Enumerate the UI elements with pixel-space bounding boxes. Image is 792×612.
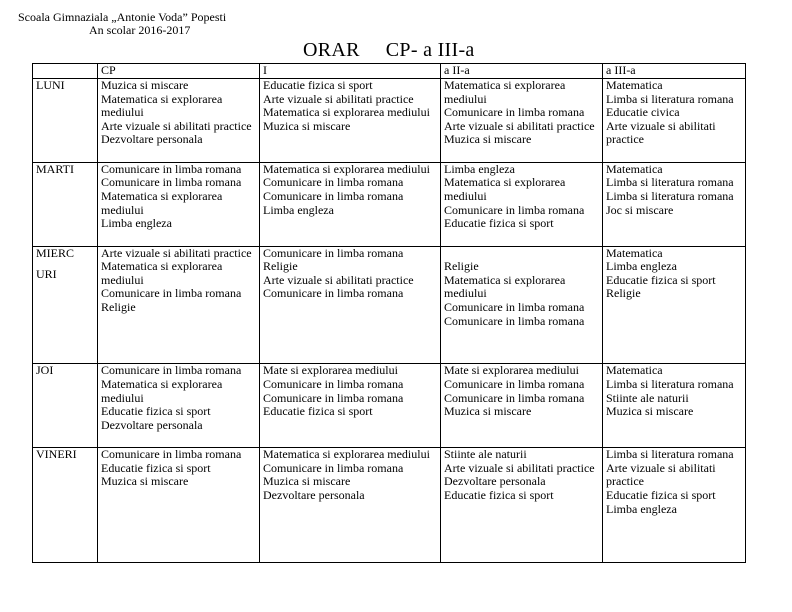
subject-entry: mediului [444, 189, 487, 204]
title-sub: CP- a III-a [385, 39, 475, 61]
subject-entry: Religie [101, 299, 136, 314]
cell-marti-i [260, 162, 441, 246]
day-miercuri [33, 246, 98, 364]
subject-entry: Matematica si explorarea [444, 175, 566, 190]
day-miercuri-line2: URI [36, 267, 57, 282]
subject-entry: Comunicare in limba romana [444, 377, 585, 392]
subject-entry: Comunicare in limba romana [101, 286, 242, 301]
day-luni: LUNI [33, 79, 98, 163]
table-row [33, 79, 746, 163]
subject-entry: Matematica si explorarea [444, 78, 566, 93]
cell-luni-i [260, 79, 441, 163]
subject-entry: Educatie fizica si sport [101, 460, 211, 475]
subject-entry: Comunicare in limba romana [444, 313, 585, 328]
subject-entry: Comunicare in limba romana [444, 202, 585, 217]
day-marti: MARTI [33, 162, 98, 246]
cell-vineri-i [260, 448, 441, 563]
corner-cell [33, 64, 98, 79]
subject-entry: Comunicare in limba romana [101, 175, 242, 190]
subject-entry: Limba si literatura romana [606, 447, 734, 462]
subject-entry: mediului [444, 91, 487, 106]
subject-entry: Comunicare in limba romana [101, 363, 242, 378]
subject-entry: Stiinte ale naturii [444, 447, 527, 462]
subject-entry: Religie [263, 259, 298, 274]
subject-entry: Limba engleza [444, 161, 515, 176]
cell-miercuri-iii [603, 246, 746, 364]
school-name: Scoala Gimnaziala „Antonie Voda” Popesti [18, 10, 227, 24]
cell-luni-ii [441, 79, 603, 163]
subject-entry: Comunicare in limba romana [101, 161, 242, 176]
day-vineri: VINERI [33, 448, 98, 563]
subject-entry: Arte vizuale si abilitati practice [101, 118, 252, 133]
subject-entry: Limba engleza [606, 259, 677, 274]
cell-vineri-iii [603, 448, 746, 563]
subject-entry: Matematica si explorarea mediului [263, 105, 430, 120]
subject-entry: practice [606, 474, 644, 489]
subject-entry: Comunicare in limba romana [263, 245, 404, 260]
subject-entry: Matematica [606, 78, 663, 93]
subject-entry: Matematica si explorarea [444, 272, 566, 287]
subject-entry: Muzica si miscare [444, 404, 532, 419]
subject-entry: Matematica si explorarea [101, 259, 223, 274]
subject-entry: Comunicare in limba romana [263, 175, 404, 190]
subject-entry: Comunicare in limba romana [263, 390, 404, 405]
subject-entry: Limba engleza [606, 501, 677, 516]
subject-entry: Educatie fizica si sport [444, 216, 554, 231]
table-row [33, 162, 746, 246]
cell-luni-cp [98, 79, 260, 163]
subject-entry: Arte vizuale si abilitati [606, 460, 716, 475]
subject-entry: Matematica si explorarea mediului [263, 447, 430, 462]
subject-entry: Muzica si miscare [101, 78, 189, 93]
subject-entry: Muzica si miscare [101, 474, 189, 489]
column-header-cp: CP [98, 64, 260, 79]
subject-entry: mediului [444, 286, 487, 301]
subject-entry: Comunicare in limba romana [444, 390, 585, 405]
table-row [33, 246, 746, 364]
column-header-iii: a III-a [603, 64, 746, 79]
subject-entry: Arte vizuale si abilitati practice [444, 118, 595, 133]
subject-entry: Muzica si miscare [263, 474, 351, 489]
title-main: ORAR [303, 39, 360, 61]
subject-entry: Comunicare in limba romana [263, 286, 404, 301]
subject-entry: Limba si literatura romana [606, 377, 734, 392]
cell-vineri-cp [98, 448, 260, 563]
subject-entry: Matematica si explorarea [101, 189, 223, 204]
subject-entry: Arte vizuale si abilitati practice [444, 460, 595, 475]
subject-entry: Limba si literatura romana [606, 189, 734, 204]
subject-entry: Dezvoltare personala [101, 417, 203, 432]
header-row [33, 64, 746, 79]
subject-entry: Matematica [606, 245, 663, 260]
subject-entry: Muzica si miscare [444, 132, 532, 147]
cell-miercuri-cp [98, 246, 260, 364]
cell-joi-i [260, 364, 441, 448]
column-header-ii: a II-a [441, 64, 603, 79]
subject-entry: Mate si explorarea mediului [444, 363, 579, 378]
subject-entry: Matematica [606, 363, 663, 378]
subject-entry: Arte vizuale si abilitati practice [101, 245, 252, 260]
subject-entry: Matematica si explorarea [101, 91, 223, 106]
cell-joi-ii [441, 364, 603, 448]
subject-entry: Comunicare in limba romana [101, 447, 242, 462]
timetable [32, 63, 746, 563]
subject-entry: Arte vizuale si abilitati practice [263, 91, 414, 106]
subject-entry: Limba engleza [263, 202, 334, 217]
subject-entry: Limba si literatura romana [606, 175, 734, 190]
subject-entry: Limba engleza [101, 216, 172, 231]
subject-entry: Arte vizuale si abilitati [606, 118, 716, 133]
subject-entry: Religie [606, 286, 641, 301]
cell-miercuri-ii [441, 246, 603, 364]
subject-entry: mediului [101, 272, 144, 287]
subject-entry: Muzica si miscare [606, 404, 694, 419]
column-header-i: I [260, 64, 441, 79]
subject-entry: Comunicare in limba romana [263, 189, 404, 204]
cell-vineri-ii [441, 448, 603, 563]
subject-entry: Stiinte ale naturii [606, 390, 689, 405]
table-row [33, 364, 746, 448]
subject-entry: Educatie fizica si sport [444, 487, 554, 502]
cell-luni-iii [603, 79, 746, 163]
subject-entry: Comunicare in limba romana [263, 377, 404, 392]
subject-entry: Educatie fizica si sport [263, 404, 373, 419]
subject-entry: Educatie fizica si sport [263, 78, 373, 93]
subject-entry: Religie [444, 259, 479, 274]
subject-entry: Matematica [606, 161, 663, 176]
subject-entry: Comunicare in limba romana [444, 299, 585, 314]
subject-entry: Mate si explorarea mediului [263, 363, 398, 378]
subject-entry: Matematica si explorarea mediului [263, 161, 430, 176]
day-miercuri-line1: MIERC [36, 245, 75, 260]
subject-entry: Dezvoltare personala [101, 132, 203, 147]
cell-marti-iii [603, 162, 746, 246]
cell-marti-ii [441, 162, 603, 246]
cell-marti-cp [98, 162, 260, 246]
subject-entry: mediului [101, 202, 144, 217]
subject-entry: mediului [101, 390, 144, 405]
subject-entry: Muzica si miscare [263, 118, 351, 133]
subject-entry: Matematica si explorarea [101, 377, 223, 392]
cell-joi-cp [98, 364, 260, 448]
cell-joi-iii [603, 364, 746, 448]
subject-entry: Dezvoltare personala [263, 487, 365, 502]
subject-entry: Educatie fizica si sport [606, 487, 716, 502]
subject-entry: Joc si miscare [606, 202, 674, 217]
subject-entry: mediului [101, 105, 144, 120]
subject-entry: Limba si literatura romana [606, 91, 734, 106]
page-title [303, 39, 475, 61]
subject-entry: Arte vizuale si abilitati practice [263, 272, 414, 287]
cell-miercuri-i [260, 246, 441, 364]
day-joi: JOI [33, 364, 98, 448]
subject-entry: Dezvoltare personala [444, 474, 546, 489]
subject-entry: Comunicare in limba romana [444, 105, 585, 120]
subject-entry: Educatie fizica si sport [606, 272, 716, 287]
table-row [33, 448, 746, 563]
school-year: An scolar 2016-2017 [89, 23, 191, 37]
subject-entry: practice [606, 132, 644, 147]
subject-entry: Educatie civica [606, 105, 680, 120]
subject-entry: Comunicare in limba romana [263, 460, 404, 475]
subject-entry: Educatie fizica si sport [101, 404, 211, 419]
